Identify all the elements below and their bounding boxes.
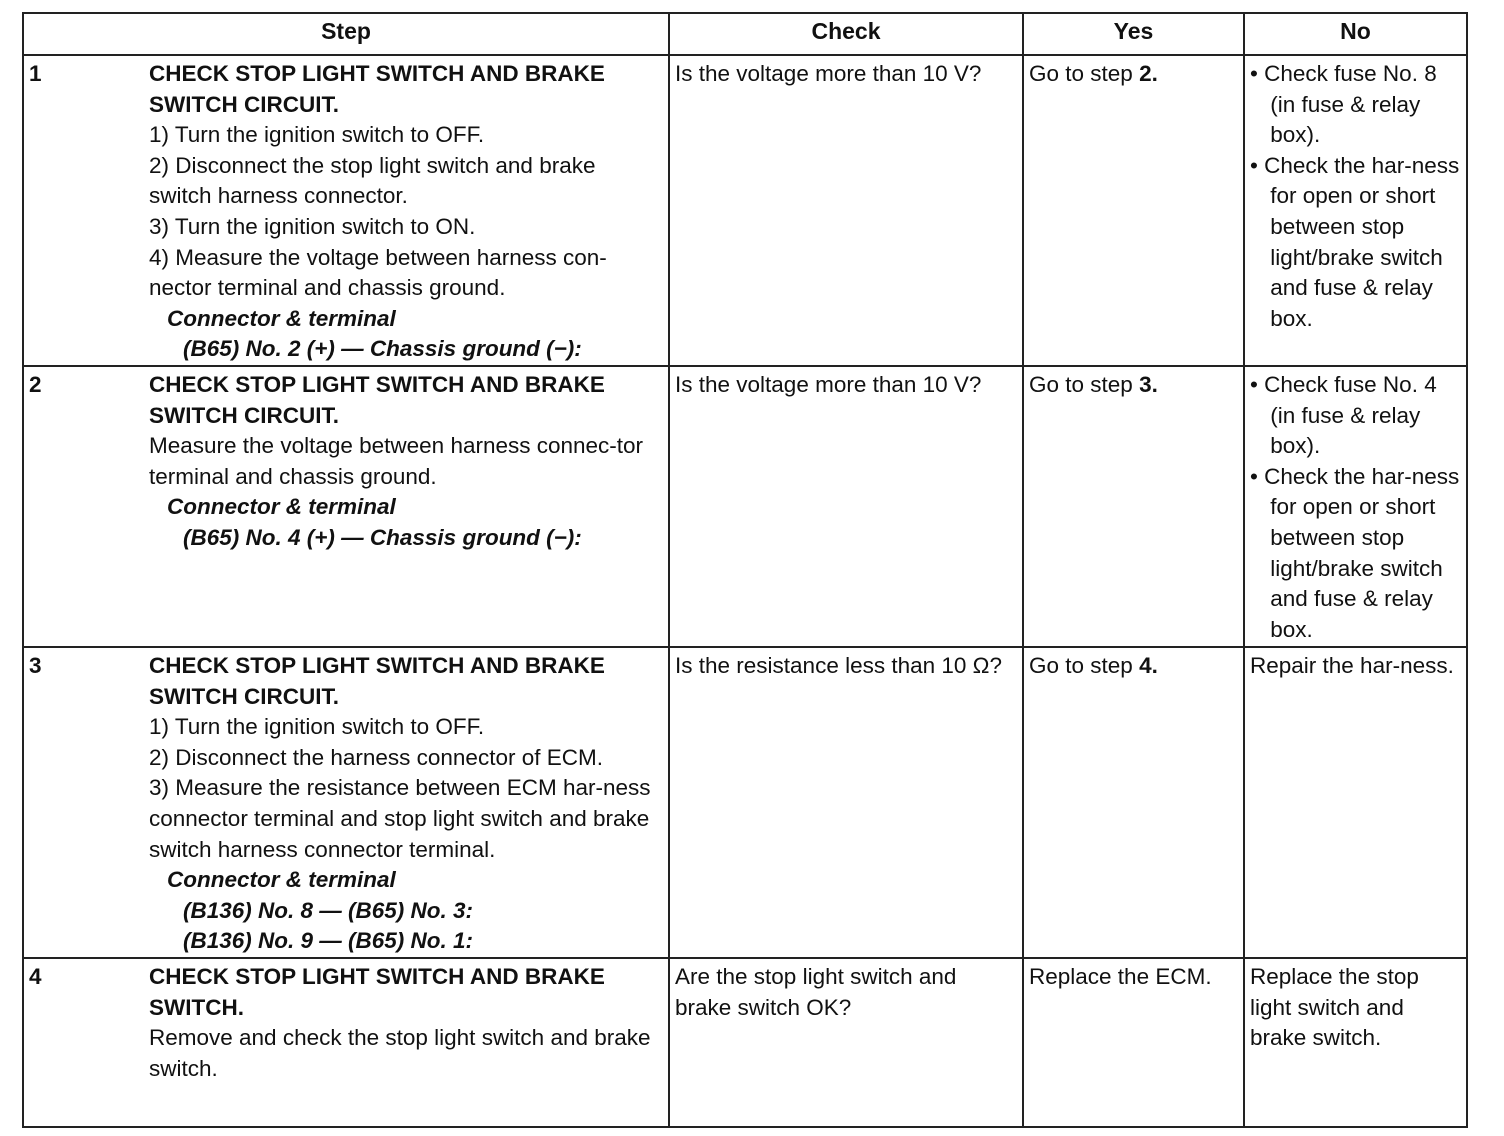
check-cell: Is the resistance less than 10 Ω? xyxy=(669,647,1023,958)
check-cell: Is the voltage more than 10 V? xyxy=(669,366,1023,647)
header-yes: Yes xyxy=(1023,13,1244,55)
no-bullet-item: • Check fuse No. 8 (in fuse & relay box). xyxy=(1250,61,1437,148)
terminal-spec: (B136) No. 9 — (B65) No. 1: xyxy=(183,928,474,954)
no-cell: Repair the har-ness. xyxy=(1244,647,1467,958)
connector-terminal-label: Connector & terminal xyxy=(167,494,396,520)
instruction-line: 3) Turn the ignition switch to ON. xyxy=(149,213,476,239)
header-no: No xyxy=(1244,13,1467,55)
terminal-spec: (B65) No. 2 (+) — Chassis ground (−): xyxy=(183,336,582,362)
instruction-line: Measure the voltage between harness connec-tor terminal and chassis ground. xyxy=(149,433,644,489)
connector-terminal-label: Connector & terminal xyxy=(167,867,396,893)
no-bullet-item: • Check fuse No. 4 (in fuse & relay box). xyxy=(1250,372,1437,459)
step-title: CHECK STOP LIGHT SWITCH AND BRAKE SWITCH CIRCUIT. xyxy=(149,372,605,428)
yes-text: Go to step xyxy=(1029,61,1140,86)
header-check: Check xyxy=(669,13,1023,55)
instruction-line: 1) Turn the ignition switch to OFF. xyxy=(149,122,485,148)
yes-cell xyxy=(1023,55,1244,366)
step-row-2 xyxy=(23,366,1467,647)
step-title: CHECK STOP LIGHT SWITCH AND BRAKE SWITCH CIRCUIT. xyxy=(149,653,605,709)
check-cell: Are the stop light switch and brake switch OK? xyxy=(669,958,1023,1127)
yes-step-number: 3. xyxy=(1139,372,1158,397)
yes-cell xyxy=(1023,647,1244,958)
header-step: Step xyxy=(23,13,669,55)
no-bullet-item: • Check the har-ness for open or short between stop light/brake switch and fuse & relay box. xyxy=(1250,152,1460,331)
step-title: CHECK STOP LIGHT SWITCH AND BRAKE SWITCH. xyxy=(149,964,605,1020)
step-cell xyxy=(23,366,669,647)
connector-terminal-label: Connector & terminal xyxy=(167,305,396,331)
instruction-line: 4) Measure the voltage between harness con-nector terminal and chassis ground. xyxy=(149,244,607,301)
step-row-4 xyxy=(23,958,1467,1127)
instruction-line: 2) Disconnect the harness connector of ECM. xyxy=(149,744,603,770)
no-bullet-item: • Check the har-ness for open or short between stop light/brake switch and fuse & relay box. xyxy=(1250,463,1460,642)
yes-cell: Replace the ECM. xyxy=(1023,958,1244,1127)
instruction-line: 2) Disconnect the stop light switch and brake switch harness connector. xyxy=(149,152,596,209)
instruction-line: 3) Measure the resistance between ECM har-ness connector terminal and stop light switch and brake switch harness connector terminal. xyxy=(149,775,651,862)
step-number: 3 xyxy=(29,653,42,678)
instruction-line: 1) Turn the ignition switch to OFF. xyxy=(149,714,485,740)
instruction-line: Remove and check the stop light switch and brake switch. xyxy=(149,1025,651,1081)
step-cell xyxy=(23,958,669,1127)
no-cell: Replace the stop light switch and brake switch. xyxy=(1244,958,1467,1127)
yes-step-number: 2. xyxy=(1139,61,1158,86)
yes-cell xyxy=(1023,366,1244,647)
no-cell xyxy=(1244,55,1467,366)
terminal-spec: (B136) No. 8 — (B65) No. 3: xyxy=(183,897,474,923)
yes-step-number: 4. xyxy=(1139,653,1158,678)
step-number: 2 xyxy=(29,372,42,397)
yes-text: Go to step xyxy=(1029,372,1140,397)
step-cell xyxy=(23,647,669,958)
header-row xyxy=(23,13,1467,55)
step-row-1 xyxy=(23,55,1467,366)
yes-text: Go to step xyxy=(1029,653,1140,678)
terminal-spec: (B65) No. 4 (+) — Chassis ground (−): xyxy=(183,524,582,550)
check-cell: Is the voltage more than 10 V? xyxy=(669,55,1023,366)
step-row-3 xyxy=(23,647,1467,958)
step-cell xyxy=(23,55,669,366)
diagnosis-table xyxy=(22,12,1468,1128)
step-number: 4 xyxy=(29,964,42,989)
step-number: 1 xyxy=(29,61,42,86)
step-title: CHECK STOP LIGHT SWITCH AND BRAKE SWITCH CIRCUIT. xyxy=(149,61,605,117)
no-cell xyxy=(1244,366,1467,647)
